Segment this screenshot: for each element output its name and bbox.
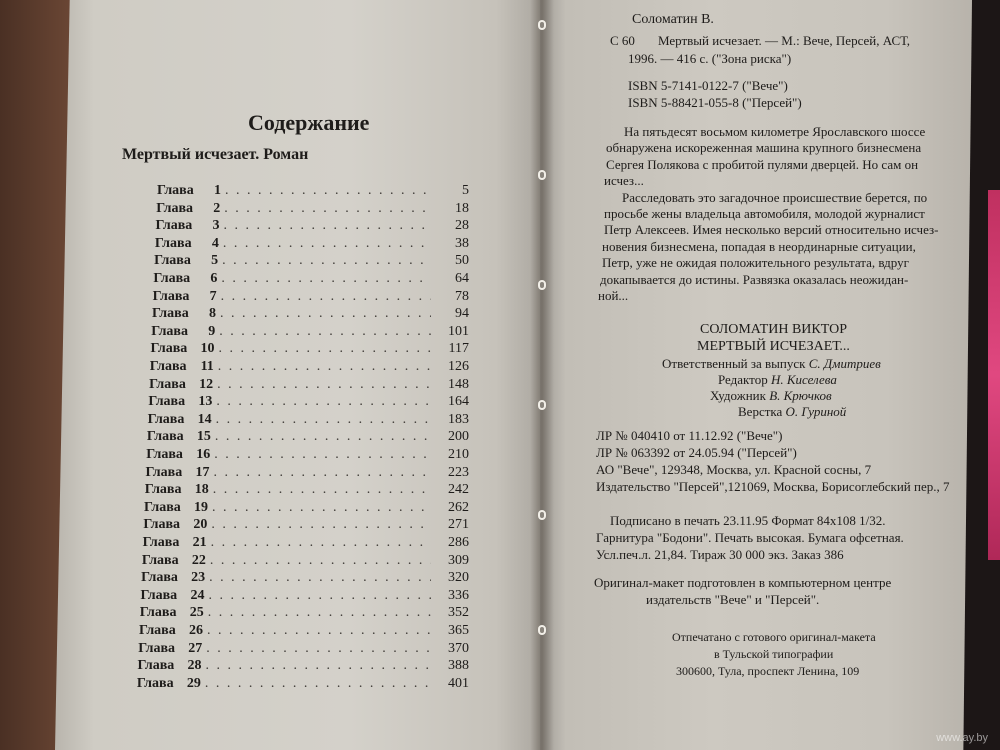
toc-row	[150, 358, 469, 376]
toc-leader-dots	[208, 587, 431, 605]
layout-note-line: Оригинал-макет подготовлен в компьютерном центре	[594, 575, 892, 590]
imprint-author: СОЛОМАТИН ВИКТОР	[700, 322, 848, 337]
toc-row	[138, 657, 469, 675]
toc-chapter-label: Глава	[146, 447, 183, 462]
toc-chapter-number: 23	[191, 570, 206, 586]
print-info-line: Усл.печ.л. 21,84. Тираж 30 000 экз. Заказ 386	[596, 547, 844, 562]
toc-chapter-label: Глава	[147, 411, 185, 427]
toc-leader-dots	[208, 604, 431, 622]
toc-chapter-number: 5	[211, 253, 219, 269]
layout-note-line: издательств "Вече" и "Персей".	[646, 592, 820, 607]
print-info-line: Подписано в печать 23.11.95 Формат 84х108 1/32.	[610, 513, 886, 528]
annotation-line: докапывается до истины. Развязка оказалась неожидан-	[600, 271, 909, 287]
toc-chapter-label: Глава	[152, 288, 190, 304]
toc-row	[148, 393, 469, 411]
toc-page-number: 28	[454, 218, 469, 234]
credit-role: Художник	[710, 388, 766, 403]
toc-row	[143, 534, 469, 552]
toc-leader-dots	[219, 323, 431, 341]
stitch	[538, 170, 546, 180]
toc-leader-dots	[220, 305, 431, 323]
toc-page-number: 401	[447, 675, 469, 691]
toc-chapter-label: Глава	[154, 253, 191, 269]
toc-chapter-label: Глава	[138, 640, 176, 656]
toc-leader-dots	[222, 252, 431, 270]
toc-chapter-number: 1	[214, 183, 221, 198]
toc-page-number: 352	[447, 605, 469, 621]
toc-page-number: 78	[454, 288, 469, 304]
toc-page-number: 117	[448, 341, 469, 357]
toc-chapter-label: Глава	[150, 341, 188, 357]
toc-chapter-label: Глава	[151, 306, 189, 322]
annotation-line: ной...	[598, 288, 629, 303]
toc-leader-dots	[221, 288, 431, 306]
toc-page-number: 183	[447, 411, 469, 427]
toc-page-number: 101	[447, 323, 469, 339]
annotation-line: Сергея Полякова с пробитой пулями дверцей. Но сам он	[606, 156, 919, 172]
annotation-line: обнаружена искореженная машина крупного бизнесмена	[606, 140, 922, 156]
toc-page-number: 309	[447, 552, 469, 568]
toc-leader-dots	[206, 640, 431, 658]
toc-row	[153, 288, 469, 306]
toc-chapter-number: 24	[190, 587, 205, 603]
toc-chapter-number: 11	[200, 359, 214, 374]
toc-leader-dots	[215, 428, 431, 446]
toc-chapter-label: Глава	[142, 535, 180, 550]
toc-chapter-number: 4	[211, 235, 219, 251]
stitch	[538, 400, 546, 410]
toc-chapter-number: 7	[209, 288, 217, 304]
toc-row	[151, 323, 469, 341]
watermark: www.ay.by	[936, 732, 988, 744]
toc-chapter-number: 28	[187, 658, 202, 674]
toc-chapter-number: 20	[193, 517, 208, 533]
toc-chapter-label: Глава	[153, 271, 191, 286]
imprint-title: МЕРТВЫЙ ИСЧЕЗАЕТ...	[697, 339, 850, 354]
toc-chapter-label: Глава	[141, 552, 179, 568]
toc-chapter-label: Глава	[139, 623, 176, 638]
toc-chapter-label: Глава	[143, 517, 181, 533]
toc-row	[141, 569, 469, 587]
toc-page-number: 38	[454, 235, 469, 251]
toc-leader-dots	[217, 376, 431, 394]
toc-chapter-number: 17	[195, 464, 210, 480]
toc-chapter-number: 6	[210, 271, 218, 286]
toc-leader-dots	[224, 200, 431, 218]
isbn-veche: ISBN 5-7141-0122-7 ("Вече")	[628, 78, 788, 93]
annotation-line: новения бизнесмена, попадая в неординарные ситуации,	[602, 238, 916, 254]
toc-chapter-label: Глава	[154, 235, 192, 251]
toc-leader-dots	[216, 393, 431, 411]
toc-chapter-label: Глава	[149, 376, 186, 392]
toc-row	[146, 446, 469, 464]
toc-chapter-number: 18	[194, 482, 209, 498]
toc-row	[143, 516, 469, 534]
annotation-line: просьбе жены владельца автомобиля, молодой журналист	[604, 206, 925, 221]
toc-row	[140, 587, 469, 605]
toc-leader-dots	[206, 657, 431, 675]
toc-page-number: 262	[447, 499, 469, 515]
credit-name: Н. Киселева	[770, 372, 837, 387]
toc-page-number: 64	[454, 271, 469, 286]
credit-role: Верстка	[738, 404, 783, 419]
biblio-line-1: Мертвый исчезает. — М.: Вече, Персей, АСТ,	[658, 33, 911, 48]
toc-row	[151, 340, 469, 358]
toc-chapter-number: 12	[199, 376, 214, 392]
toc-row	[156, 200, 469, 218]
toc-row	[139, 622, 469, 640]
annotation-line: На пятьдесят восьмом километре Ярославского шоссе	[624, 124, 926, 139]
credit-name: С. Дмитриев	[808, 356, 881, 371]
toc-page-number: 365	[448, 623, 469, 638]
toc-page-number: 200	[447, 429, 469, 445]
toc-chapter-number: 10	[200, 341, 215, 357]
toc-chapter-label: Глава	[144, 499, 181, 515]
license-line: ЛР № 063392 от 24.05.94 ("Персей")	[596, 445, 797, 460]
toc-leader-dots	[218, 358, 431, 376]
credit-name: В. Крючков	[769, 388, 832, 403]
toc-chapter-number: 13	[198, 394, 213, 410]
license-line: ЛР № 040410 от 11.12.92 ("Вече")	[596, 428, 783, 443]
toc-leader-dots	[211, 516, 431, 534]
toc-chapter-number: 3	[212, 218, 220, 234]
toc-chapter-label: Глава	[139, 605, 177, 621]
toc-page-number: 148	[447, 376, 469, 392]
annotation-line: Расследовать это загадочное происшествие берется, по	[622, 189, 928, 205]
toc-chapter-label: Глава	[156, 200, 194, 216]
toc-chapter-label: Глава	[140, 587, 178, 603]
toc-chapter-label: Глава	[137, 658, 175, 674]
toc-page-number: 5	[462, 183, 469, 198]
toc-leader-dots	[225, 182, 431, 200]
toc-chapter-label: Глава	[148, 394, 186, 410]
credit-name: О. Гуриной	[785, 404, 847, 419]
toc-row	[145, 481, 469, 499]
toc-row	[149, 376, 469, 394]
toc-chapter-number: 21	[192, 535, 207, 550]
stitch	[538, 20, 546, 30]
toc-chapter-label: Глава	[157, 183, 194, 198]
toc-page-number: 126	[447, 359, 469, 374]
print-info-line: Гарнитура "Бодони". Печать высокая. Бумага офсетная.	[596, 530, 904, 545]
toc-page-number: 50	[454, 253, 469, 269]
toc-leader-dots	[211, 534, 431, 552]
toc-row	[144, 499, 469, 517]
stitch	[538, 280, 546, 290]
toc-chapter-label: Глава	[146, 429, 184, 445]
stitch	[538, 510, 546, 520]
toc-row	[148, 411, 469, 429]
toc-row	[154, 252, 469, 270]
toc-leader-dots	[214, 446, 431, 464]
toc-chapter-number: 2	[213, 200, 221, 216]
toc-row	[147, 428, 469, 446]
toc-page-number: 286	[447, 535, 469, 550]
toc-chapter-number: 8	[208, 306, 216, 322]
author-name: Соломатин В.	[632, 12, 714, 27]
toc-row	[152, 305, 469, 323]
printer-line: в Тульской типографии	[714, 647, 834, 661]
credit-line	[738, 404, 846, 419]
toc-leader-dots	[213, 464, 431, 482]
toc-page-number: 223	[447, 464, 469, 480]
toc-page-number: 388	[447, 658, 469, 674]
annotation-line: исчез...	[604, 173, 644, 189]
annotation-line: Петр, уже не ожидая положительного результата, вдруг	[602, 255, 909, 271]
toc-subtitle: Мертвый исчезает. Роман	[122, 146, 309, 163]
toc-leader-dots	[216, 411, 431, 429]
toc-page-number: 94	[454, 306, 469, 322]
biblio-line-2: 1996. — 416 с. ("Зона риска")	[628, 51, 792, 66]
toc-page-number: 18	[454, 200, 469, 216]
toc-row	[142, 552, 469, 570]
toc-chapter-label: Глава	[155, 218, 193, 234]
credit-line	[718, 372, 837, 387]
printer-line: Отпечатано с готового оригинал-макета	[672, 630, 876, 644]
toc-leader-dots	[210, 552, 431, 570]
toc-page-number: 164	[447, 394, 469, 410]
toc-chapter-number: 25	[189, 605, 204, 621]
toc-chapter-label: Глава	[145, 464, 183, 480]
credit-line	[710, 388, 832, 403]
toc-leader-dots	[224, 217, 431, 235]
toc-chapter-number: 27	[188, 640, 203, 656]
toc-chapter-label: Глава	[136, 675, 174, 691]
toc-leader-dots	[219, 340, 431, 358]
toc-page-number: 271	[447, 517, 469, 533]
toc-chapter-number: 16	[196, 447, 211, 462]
isbn-persey: ISBN 5-88421-055-8 ("Персей")	[628, 95, 802, 110]
credit-role: Редактор	[718, 372, 768, 387]
toc-row	[138, 640, 469, 658]
toc-leader-dots	[205, 675, 431, 693]
toc-leader-dots	[212, 499, 431, 517]
toc-chapter-number: 29	[186, 675, 201, 691]
toc-page-number: 320	[447, 570, 469, 586]
toc-row	[155, 235, 469, 253]
credit-role: Ответственный за выпуск	[662, 356, 806, 371]
toc-row	[157, 182, 469, 200]
printer-line: 300600, Тула, проспект Ленина, 109	[676, 664, 860, 678]
toc-page-number: 242	[447, 482, 469, 498]
toc-chapter-label: Глава	[151, 323, 188, 339]
toc-chapter-label: Глава	[141, 570, 178, 586]
toc-chapter-number: 14	[197, 411, 212, 427]
toc-page-number: 370	[447, 640, 469, 656]
toc-chapter-number: 19	[194, 499, 209, 515]
stitch	[538, 625, 546, 635]
toc-row	[156, 217, 469, 235]
toc-chapter-number: 9	[208, 323, 216, 339]
license-line: АО "Вече", 129348, Москва, ул. Красной сосны, 7	[596, 462, 872, 477]
book-gutter	[530, 0, 554, 750]
toc-leader-dots	[213, 481, 431, 499]
toc-chapter-number: 26	[189, 623, 203, 638]
toc-row	[153, 270, 469, 288]
license-line: Издательство "Персей",121069, Москва, Борисоглебский пер., 7	[596, 479, 950, 494]
toc-page-number: 336	[447, 587, 469, 603]
toc-row	[140, 604, 469, 622]
toc-row	[145, 464, 469, 482]
catalog-code: С 60	[610, 33, 635, 48]
toc-chapter-label: Глава	[149, 359, 187, 374]
toc-leader-dots	[223, 235, 431, 253]
toc-chapter-number: 22	[191, 552, 206, 568]
toc-leader-dots	[207, 622, 431, 640]
toc-chapter-number: 15	[196, 429, 211, 445]
toc-page-number: 210	[447, 447, 469, 462]
credit-line	[662, 356, 881, 371]
toc-heading: Содержание	[248, 110, 370, 135]
toc-leader-dots	[221, 270, 431, 288]
toc-leader-dots	[209, 569, 431, 587]
toc-chapter-label: Глава	[144, 482, 182, 498]
cover-pink-strip	[988, 190, 1000, 560]
toc-row	[137, 675, 469, 693]
annotation-line: Петр Алексеев. Имея несколько версий относительно исчез-	[604, 222, 939, 238]
